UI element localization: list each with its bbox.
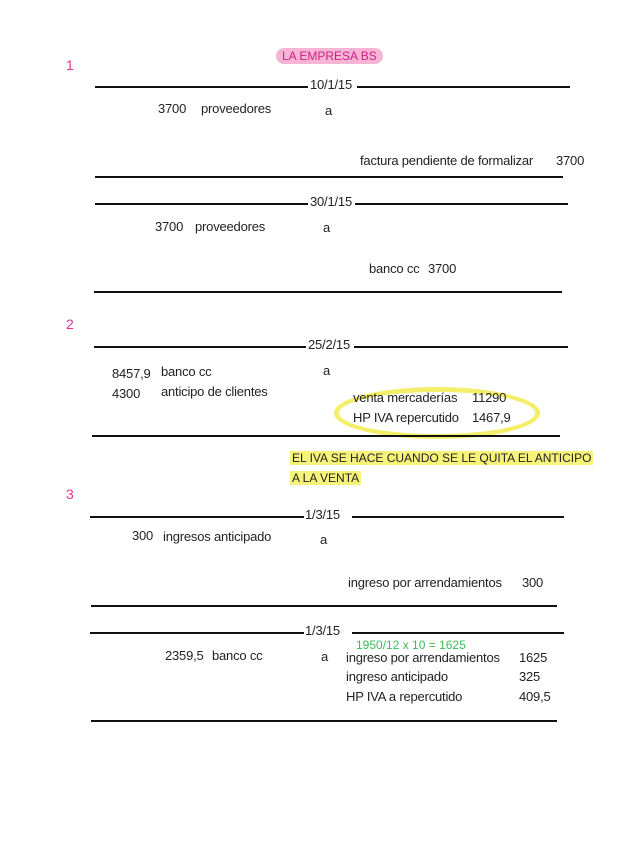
entry-date: 1/3/15 bbox=[305, 623, 340, 638]
entry-header-line-right bbox=[357, 86, 570, 88]
credit-account: HP IVA a repercutido bbox=[346, 689, 463, 704]
entry-header-line-left bbox=[95, 203, 308, 205]
debit-amount: 2359,5 bbox=[165, 648, 204, 663]
credit-amount: 3700 bbox=[428, 261, 457, 276]
note-line-1: EL IVA SE HACE CUANDO SE LE QUITA EL ANTICIPO bbox=[292, 451, 592, 465]
debit-account: proveedores bbox=[201, 101, 272, 116]
section-marker-3: 3 bbox=[66, 486, 74, 502]
entry-header-line-left bbox=[90, 632, 304, 634]
a-separator: a bbox=[325, 103, 333, 118]
credit-account: venta mercaderías bbox=[353, 390, 458, 405]
entry-header-line-right bbox=[352, 516, 564, 518]
entry-date: 1/3/15 bbox=[305, 507, 340, 522]
debit-amount: 300 bbox=[132, 528, 154, 543]
credit-amount: 1625 bbox=[519, 650, 548, 665]
debit-amount: 3700 bbox=[155, 219, 184, 234]
debit-account: banco cc bbox=[212, 648, 263, 663]
credit-account: ingreso por arrendamientos bbox=[346, 650, 500, 665]
entry-date: 25/2/15 bbox=[308, 337, 350, 352]
page-title: LA EMPRESA BS bbox=[276, 48, 383, 64]
section-marker-2: 2 bbox=[66, 316, 74, 332]
credit-amount: 409,5 bbox=[519, 689, 551, 704]
entry-footer-line bbox=[91, 720, 557, 722]
a-separator: a bbox=[321, 649, 329, 664]
debit-account: banco cc bbox=[161, 364, 212, 379]
entry-header-line-right bbox=[355, 203, 568, 205]
entry-date: 10/1/15 bbox=[310, 77, 352, 92]
credit-amount: 1467,9 bbox=[472, 410, 511, 425]
entry-footer-line bbox=[91, 605, 557, 607]
credit-account: HP IVA repercutido bbox=[353, 410, 459, 425]
entry-header-line-left bbox=[94, 346, 306, 348]
a-separator: a bbox=[323, 220, 331, 235]
entry-header-line-right bbox=[354, 346, 568, 348]
a-separator: a bbox=[320, 532, 328, 547]
debit-amount: 8457,9 bbox=[112, 366, 151, 381]
credit-account: banco cc bbox=[369, 261, 420, 276]
note-line-2: A LA VENTA bbox=[292, 471, 360, 485]
credit-amount: 3700 bbox=[556, 153, 585, 168]
entry-header-line-right bbox=[352, 632, 564, 634]
entry-footer-line bbox=[94, 291, 562, 293]
credit-account: ingreso por arrendamientos bbox=[348, 575, 502, 590]
debit-amount: 3700 bbox=[158, 101, 187, 116]
debit-account: anticipo de clientes bbox=[161, 384, 268, 399]
debit-amount: 4300 bbox=[112, 386, 141, 401]
credit-amount: 300 bbox=[522, 575, 544, 590]
entry-date: 30/1/15 bbox=[310, 194, 352, 209]
entry-header-line-left bbox=[90, 516, 304, 518]
debit-account: proveedores bbox=[195, 219, 266, 234]
credit-account: factura pendiente de formalizar bbox=[360, 153, 534, 168]
a-separator: a bbox=[323, 363, 331, 378]
calculation-note: 1950/12 x 10 = 1625 bbox=[356, 638, 466, 652]
credit-amount: 11290 bbox=[472, 390, 507, 405]
entry-footer-line bbox=[92, 435, 560, 437]
section-marker-1: 1 bbox=[66, 57, 74, 73]
credit-account: ingreso anticipado bbox=[346, 669, 448, 684]
entry-header-line-left bbox=[95, 86, 308, 88]
debit-account: ingresos anticipado bbox=[163, 529, 272, 544]
entry-footer-line bbox=[95, 176, 563, 178]
credit-amount: 325 bbox=[519, 669, 541, 684]
